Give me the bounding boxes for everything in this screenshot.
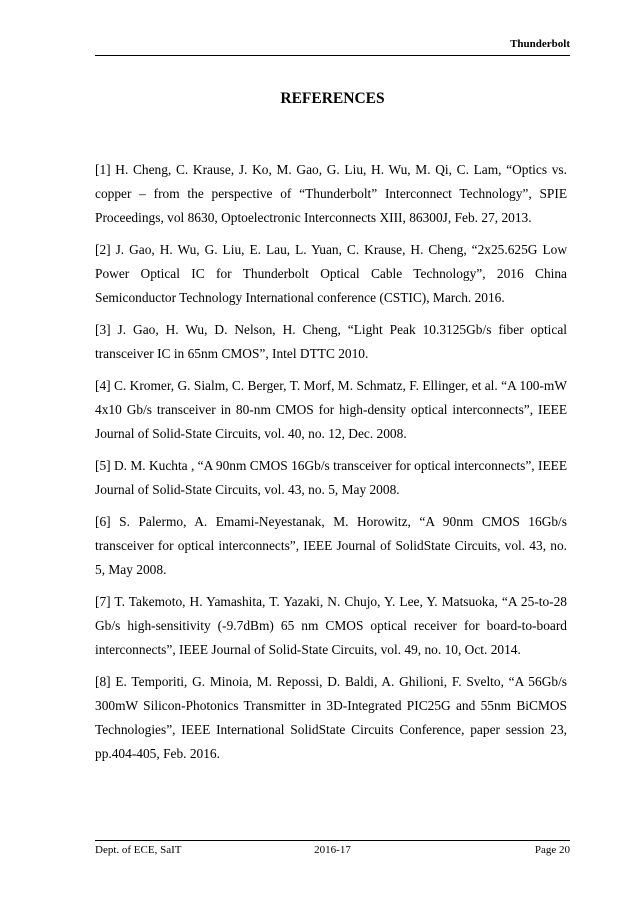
footer-page-number: Page 20 [534, 844, 570, 856]
footer-divider [95, 840, 570, 841]
running-header: Thunderbolt [510, 38, 570, 50]
reference-item-4: [4] C. Kromer, G. Sialm, C. Berger, T. Morf, M. Schmatz, F. Ellinger, et al. “A 100-mW 4x10 Gb/s transceiver in 80-nm CMOS for high-density optical interconnects”, IEEE Journal of Solid-State Circuits, vol. 40, no. 12, Dec. 2008. [95, 378, 567, 441]
header-divider [95, 55, 570, 56]
reference-list [95, 158, 567, 774]
reference-item-8: [8] E. Temporiti, G. Minoia, M. Repossi, D. Baldi, A. Ghilioni, F. Svelto, “A 56Gb/s 300mW Silicon-Photonics Transmitter in 3D-Integrated PIC25G and 55nm BiCMOS Technologies”, IEEE International SolidState Circuits Conference, paper session 23, pp.404-405, Feb. 2016. [95, 674, 567, 761]
reference-item-3: [3] J. Gao, H. Wu, D. Nelson, H. Cheng, “Light Peak 10.3125Gb/s fiber optical transceiver IC in 65nm CMOS”, Intel DTTC 2010. [95, 322, 567, 361]
footer-department: Dept. of ECE, SaIT [95, 844, 182, 856]
reference-item-1: [1] H. Cheng, C. Krause, J. Ko, M. Gao, G. Liu, H. Wu, M. Qi, C. Lam, “Optics vs. copper – from the perspective of “Thunderbolt” Interconnect Technology”, SPIE Proceedings, vol 8630, Optoelectronic Interconnects XIII, 86300J, Feb. 27, 2013. [95, 162, 567, 225]
reference-item-5: [5] D. M. Kuchta , “A 90nm CMOS 16Gb/s transceiver for optical interconnects”, IEEE Journal of Solid-State Circuits, vol. 43, no. 5, May 2008. [95, 458, 567, 497]
reference-item-2: [2] J. Gao, H. Wu, G. Liu, E. Lau, L. Yuan, C. Krause, H. Cheng, “2x25.625G Low Power Optical IC for Thunderbolt Optical Cable Technology”, 2016 China Semiconductor Technology International conference (CSTIC), March. 2016. [95, 242, 567, 305]
footer-year: 2016-17 [314, 844, 351, 856]
page-title: REFERENCES [280, 90, 385, 107]
reference-item-7: [7] T. Takemoto, H. Yamashita, T. Yazaki, N. Chujo, Y. Lee, Y. Matsuoka, “A 25-to-28 Gb/s high-sensitivity (-9.7dBm) 65 nm CMOS optical receiver for board-to-board interconnects”, IEEE Journal of Solid-State Circuits, vol. 49, no. 10, Oct. 2014. [95, 594, 567, 657]
reference-item-6: [6] S. Palermo, A. Emami-Neyestanak, M. Horowitz, “A 90nm CMOS 16Gb/s transceiver for optical interconnects”, IEEE Journal of SolidState Circuits, vol. 43, no. 5, May 2008. [95, 514, 567, 577]
